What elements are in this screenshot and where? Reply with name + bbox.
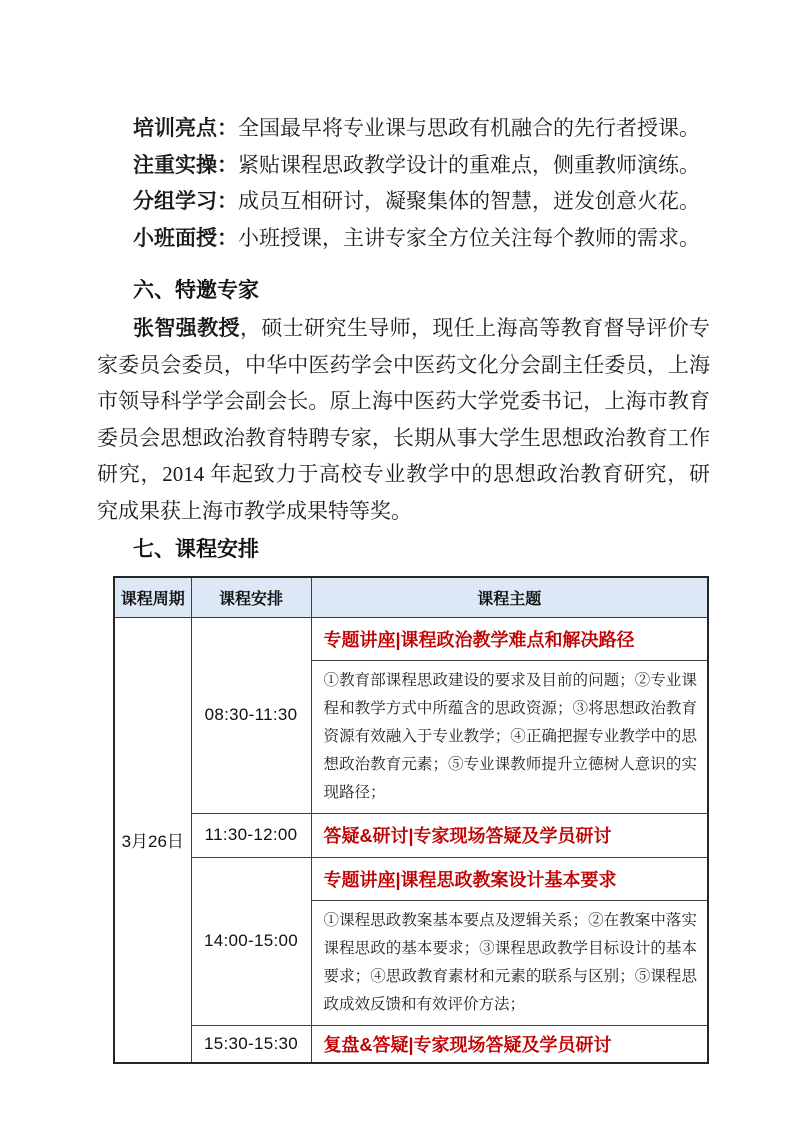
section-heading-course-schedule: 七、课程安排: [133, 537, 259, 561]
document-content: [97, 110, 710, 1064]
highlight-text: 全国最早将专业课与思政有机融合的先行者授课。: [238, 116, 700, 140]
expert-bio-text: ，硕士研究生导师，现任上海高等教育督导评价专家委员会委员，中华中医药学会中医药文化分会副主任委员，上海市领导科学学会副会长。原上海中医药大学党委书记，上海市教育委员会思想政治教育特聘专家，长期从事大学生思想政治教育工作研究，2014 年起致力于高校专业教学中的思想政治教育研究，研究成果获上海市教学成果特等奖。: [97, 315, 711, 523]
session2-title-cell: 答疑&研讨|专家现场答疑及学员研讨: [311, 813, 708, 857]
column-header-course-arrangement: 课程安排: [191, 577, 311, 617]
session4-title-cell: 复盘&答疑|专家现场答疑及学员研讨: [311, 1025, 708, 1063]
session1-time-cell: 08:30-11:30: [191, 617, 311, 813]
highlight-line-1: [97, 110, 710, 147]
highlight-line-3: [97, 183, 710, 220]
table-row-session2: [114, 813, 708, 857]
session2-time-cell: 11:30-12:00: [191, 813, 311, 857]
session3-time-cell: 14:00-15:00: [191, 857, 311, 1025]
course-schedule-table: [113, 576, 709, 1064]
expert-bio-paragraph: [97, 310, 710, 530]
highlight-text: 小班授课，主讲专家全方位关注每个教师的需求。: [238, 225, 700, 250]
highlight-text: 紧贴课程思政教学设计的重难点，侧重教师演练。: [238, 152, 700, 177]
highlight-text: 成员互相研讨，凝聚集体的智慧，迸发创意火花。: [238, 189, 700, 214]
training-highlights: [97, 110, 710, 256]
table-row-session1-title: [114, 617, 708, 660]
highlight-line-4: [97, 220, 710, 257]
expert-name: 张智强教授: [133, 315, 240, 340]
table-row-session3-title: [114, 857, 708, 900]
highlight-label: 培训亮点：: [133, 116, 238, 140]
table-row-session4: [114, 1025, 708, 1063]
session1-title-cell: 专题讲座|课程政治教学难点和解决路径: [311, 617, 708, 660]
highlight-label: 注重实操：: [133, 152, 238, 177]
session3-title-cell: 专题讲座|课程思政教案设计基本要求: [311, 857, 708, 900]
highlight-label: 小班面授：: [133, 225, 238, 250]
course-date-cell: 3月26日: [114, 617, 191, 1063]
session4-time-cell: 15:30-15:30: [191, 1025, 311, 1063]
session1-detail-cell: ①教育部课程思政建设的要求及目前的问题；②专业课程和教学方式中所蕴含的思政资源；③将思想政治教育资源有效融入于专业教学；④正确把握专业教学中的思想政治教育元素；⑤专业课教师提升立德树人意识的实现路径；: [311, 660, 708, 813]
highlight-label: 分组学习：: [133, 189, 238, 214]
section-heading-invited-experts: 六、特邀专家: [133, 279, 259, 303]
highlight-line-2: [97, 147, 710, 184]
session3-detail-cell: ①课程思政教案基本要点及逻辑关系；②在教案中落实课程思政的基本要求；③课程思政教学目标设计的基本要求；④思政教育素材和元素的联系与区别；⑤课程思政成效反馈和有效评价方法；: [311, 900, 708, 1025]
column-header-course-theme: 课程主题: [311, 577, 708, 617]
table-header-row: [114, 577, 708, 617]
column-header-course-period: 课程周期: [114, 577, 191, 617]
